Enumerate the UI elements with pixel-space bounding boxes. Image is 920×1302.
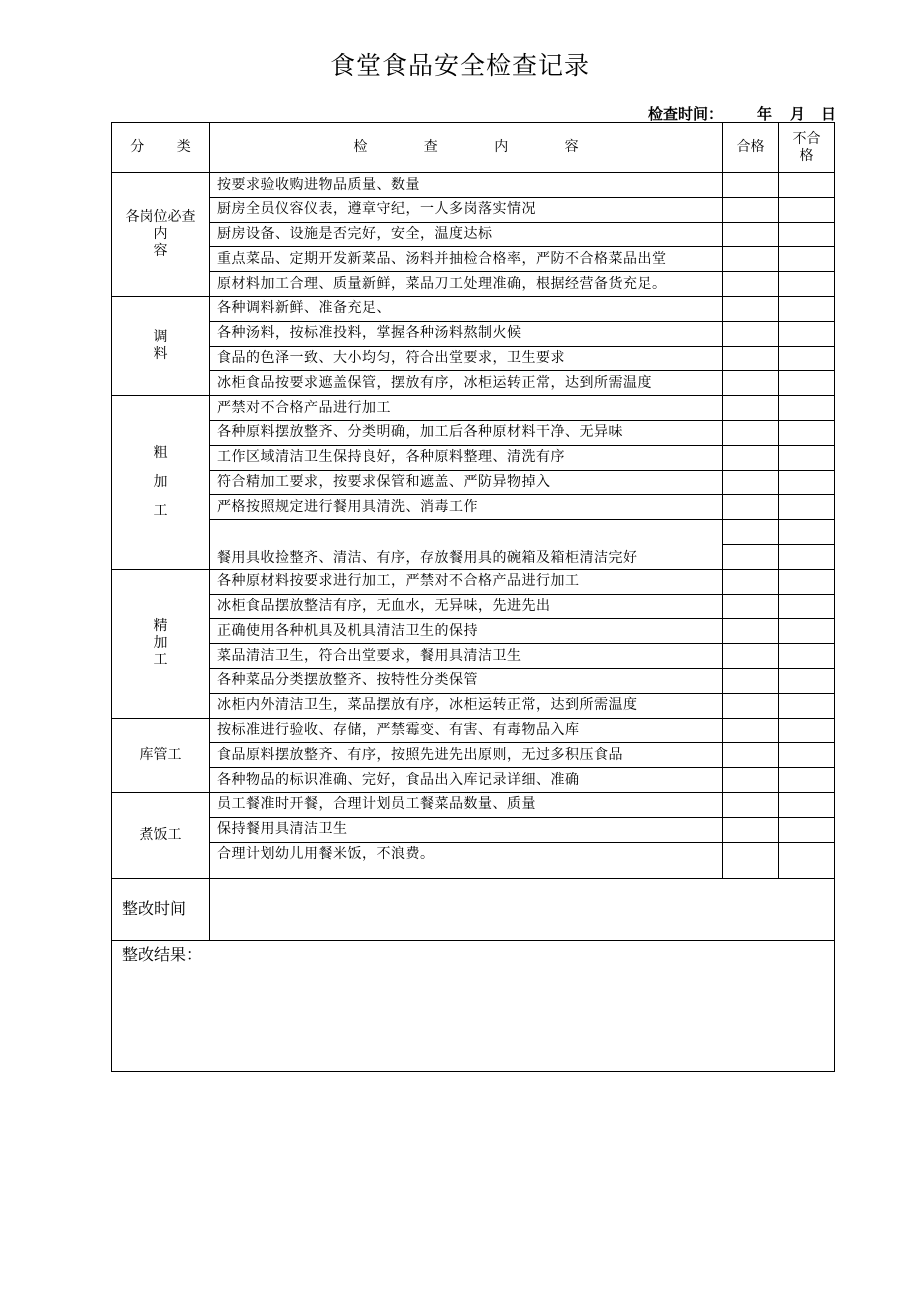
pass-checkbox-cell[interactable] bbox=[723, 842, 779, 878]
check-item-text: 保持餐用具清洁卫生 bbox=[210, 817, 723, 842]
pass-checkbox-cell[interactable] bbox=[723, 743, 779, 768]
fail-checkbox-cell[interactable] bbox=[779, 296, 835, 321]
category-label: 内 bbox=[153, 226, 168, 243]
category-label: 精 bbox=[153, 618, 168, 635]
pass-checkbox-cell[interactable] bbox=[723, 718, 779, 743]
table-row bbox=[112, 470, 835, 495]
category-label: 工 bbox=[153, 652, 168, 669]
table-row bbox=[112, 371, 835, 396]
table-row bbox=[112, 668, 835, 693]
fail-checkbox-cell[interactable] bbox=[779, 396, 835, 421]
check-item-text: 工作区域清洁卫生保持良好，各种原料整理、清洗有序 bbox=[210, 445, 723, 470]
fail-checkbox-cell[interactable] bbox=[779, 817, 835, 842]
pass-checkbox-cell[interactable] bbox=[723, 272, 779, 297]
table-row bbox=[112, 594, 835, 619]
section-category bbox=[112, 396, 210, 570]
check-item-text: 各种汤料，按标准投料，掌握各种汤料熬制火候 bbox=[210, 321, 723, 346]
section-category bbox=[112, 173, 210, 297]
year-label: 年 bbox=[756, 105, 772, 123]
fail-checkbox-cell[interactable] bbox=[779, 693, 835, 718]
table-row bbox=[112, 718, 835, 743]
pass-checkbox-cell[interactable] bbox=[723, 817, 779, 842]
month-label: 月 bbox=[789, 105, 805, 123]
pass-checkbox-cell[interactable] bbox=[723, 693, 779, 718]
fail-checkbox-cell[interactable] bbox=[779, 842, 835, 878]
check-item-text: 菜品清洁卫生，符合出堂要求，餐用具清洁卫生 bbox=[210, 644, 723, 669]
fail-checkbox-cell[interactable] bbox=[779, 371, 835, 396]
fail-checkbox-cell[interactable] bbox=[779, 346, 835, 371]
check-item-text: 员工餐准时开餐，合理计划员工餐菜品数量、质量 bbox=[210, 792, 723, 817]
check-item-text: 合理计划幼儿用餐米饭，不浪费。 bbox=[210, 842, 723, 878]
fail-checkbox-cell[interactable] bbox=[779, 272, 835, 297]
table-row bbox=[112, 792, 835, 817]
check-item-text: 冰柜食品按要求遮盖保管，摆放有序，冰柜运转正常，达到所需温度 bbox=[210, 371, 723, 396]
table-row bbox=[112, 222, 835, 247]
inspection-table bbox=[111, 122, 835, 1072]
fail-checkbox-cell[interactable] bbox=[779, 321, 835, 346]
category-label: 调 bbox=[153, 329, 168, 346]
pass-checkbox-cell[interactable] bbox=[723, 470, 779, 495]
check-item-text: 厨房设备、设施是否完好，安全，温度达标 bbox=[210, 222, 723, 247]
pass-checkbox-cell[interactable] bbox=[723, 644, 779, 669]
inspection-date-line bbox=[648, 103, 836, 124]
fail-checkbox-cell[interactable] bbox=[779, 420, 835, 445]
fail-checkbox-cell[interactable] bbox=[779, 544, 835, 569]
rectify-result-label: 整改结果： bbox=[122, 944, 203, 964]
pass-checkbox-cell[interactable] bbox=[723, 768, 779, 793]
check-item-text: 按标准进行验收、存储，严禁霉变、有害、有毒物品入库 bbox=[210, 718, 723, 743]
fail-checkbox-cell[interactable] bbox=[779, 445, 835, 470]
fail-checkbox-cell[interactable] bbox=[779, 594, 835, 619]
table-row bbox=[112, 619, 835, 644]
pass-checkbox-cell[interactable] bbox=[723, 420, 779, 445]
category-label: 库管工 bbox=[139, 746, 182, 763]
fail-checkbox-cell[interactable] bbox=[779, 619, 835, 644]
pass-checkbox-cell[interactable] bbox=[723, 197, 779, 222]
fail-checkbox-cell[interactable] bbox=[779, 792, 835, 817]
check-item-text: 各种原材料按要求进行加工，严禁对不合格产品进行加工 bbox=[210, 569, 723, 594]
fail-checkbox-cell[interactable] bbox=[779, 668, 835, 693]
check-item-text: 食品的色泽一致、大小均匀，符合出堂要求，卫生要求 bbox=[210, 346, 723, 371]
check-item-text: 各种调料新鲜、准备充足、 bbox=[210, 296, 723, 321]
check-item-text: 餐用具收捡整齐、清洁、有序，存放餐用具的碗箱及箱柜清洁完好 bbox=[210, 520, 723, 570]
fail-checkbox-cell[interactable] bbox=[779, 222, 835, 247]
check-item-text: 冰柜食品摆放整洁有序，无血水，无异味，先进先出 bbox=[210, 594, 723, 619]
fail-checkbox-cell[interactable] bbox=[779, 247, 835, 272]
inspection-date-label: 检查时间： bbox=[647, 105, 723, 123]
table-row bbox=[112, 445, 835, 470]
category-label: 加 bbox=[153, 635, 168, 652]
table-row bbox=[112, 272, 835, 297]
check-item-text: 原材料加工合理、质量新鲜，菜品刀工处理准确，根据经营备货充足。 bbox=[210, 272, 723, 297]
pass-checkbox-cell[interactable] bbox=[723, 173, 779, 198]
table-row bbox=[112, 247, 835, 272]
table-row bbox=[112, 321, 835, 346]
category-label: 容 bbox=[153, 242, 168, 259]
check-item-text: 重点菜品、定期开发新菜品、汤料并抽检合格率，严防不合格菜品出堂 bbox=[210, 247, 723, 272]
pass-checkbox-cell[interactable] bbox=[723, 544, 779, 569]
pass-checkbox-cell[interactable] bbox=[723, 619, 779, 644]
section-category bbox=[112, 296, 210, 395]
section-category bbox=[112, 718, 210, 792]
fail-checkbox-cell[interactable] bbox=[779, 644, 835, 669]
fail-checkbox-cell[interactable] bbox=[779, 470, 835, 495]
fail-checkbox-cell[interactable] bbox=[779, 569, 835, 594]
table-row bbox=[112, 743, 835, 768]
check-item-text: 食品原料摆放整齐、有序，按照先进先出原则，无过多积压食品 bbox=[210, 743, 723, 768]
header-content: 检 查 内 容 bbox=[210, 123, 723, 173]
check-item-text: 严禁对不合格产品进行加工 bbox=[210, 396, 723, 421]
fail-checkbox-cell[interactable] bbox=[779, 173, 835, 198]
pass-checkbox-cell[interactable] bbox=[723, 594, 779, 619]
table-header-row bbox=[112, 123, 835, 173]
pass-checkbox-cell[interactable] bbox=[723, 296, 779, 321]
pass-checkbox-cell[interactable] bbox=[723, 321, 779, 346]
category-label: 各岗位必查 bbox=[125, 209, 196, 226]
rectify-result-row bbox=[112, 940, 835, 1071]
check-item-text: 严格按照规定进行餐用具清洗、消毒工作 bbox=[210, 495, 723, 520]
fail-checkbox-cell[interactable] bbox=[779, 743, 835, 768]
table-row bbox=[112, 842, 835, 878]
table-row bbox=[112, 197, 835, 222]
table-row bbox=[112, 173, 835, 198]
pass-checkbox-cell[interactable] bbox=[723, 668, 779, 693]
check-item-text: 符合精加工要求，按要求保管和遮盖、严防异物掉入 bbox=[210, 470, 723, 495]
table-row bbox=[112, 396, 835, 421]
fail-checkbox-cell[interactable] bbox=[779, 520, 835, 545]
table-row bbox=[112, 569, 835, 594]
category-label: 煮饭工 bbox=[139, 826, 182, 843]
rectify-time-field[interactable] bbox=[210, 878, 835, 940]
fail-checkbox-cell[interactable] bbox=[779, 718, 835, 743]
check-item-text: 正确使用各种机具及机具清洁卫生的保持 bbox=[210, 619, 723, 644]
pass-checkbox-cell[interactable] bbox=[723, 247, 779, 272]
table-row bbox=[112, 520, 835, 545]
table-row bbox=[112, 495, 835, 520]
page-title: 食堂食品安全检查记录 bbox=[329, 51, 590, 80]
table-row bbox=[112, 346, 835, 371]
pass-checkbox-cell[interactable] bbox=[723, 346, 779, 371]
fail-checkbox-cell[interactable] bbox=[779, 495, 835, 520]
table-row bbox=[112, 296, 835, 321]
table-row bbox=[112, 817, 835, 842]
rectify-time-row bbox=[112, 878, 835, 940]
pass-checkbox-cell[interactable] bbox=[723, 396, 779, 421]
pass-checkbox-cell[interactable] bbox=[723, 371, 779, 396]
category-label: 工 bbox=[153, 502, 168, 519]
rectify-result-field[interactable] bbox=[112, 940, 835, 1071]
check-item-text: 厨房全员仪容仪表，遵章守纪，一人多岗落实情况 bbox=[210, 197, 723, 222]
rectify-time-label: 整改时间 bbox=[112, 878, 210, 940]
category-label: 粗 bbox=[153, 445, 168, 462]
pass-checkbox-cell[interactable] bbox=[723, 445, 779, 470]
pass-checkbox-cell[interactable] bbox=[723, 222, 779, 247]
check-item-text: 各种原料摆放整齐、分类明确，加工后各种原材料干净、无异味 bbox=[210, 420, 723, 445]
day-label: 日 bbox=[820, 105, 836, 123]
pass-checkbox-cell[interactable] bbox=[723, 792, 779, 817]
table-row bbox=[112, 693, 835, 718]
pass-checkbox-cell[interactable] bbox=[723, 569, 779, 594]
table-row bbox=[112, 768, 835, 793]
check-item-text: 按要求验收购进物品质量、数量 bbox=[210, 173, 723, 198]
header-fail: 不合 格 bbox=[779, 123, 835, 173]
table-row bbox=[112, 644, 835, 669]
check-item-text: 各种菜品分类摆放整齐、按特性分类保管 bbox=[210, 668, 723, 693]
fail-checkbox-cell[interactable] bbox=[779, 768, 835, 793]
header-category: 分 类 bbox=[112, 123, 210, 173]
fail-checkbox-cell[interactable] bbox=[779, 197, 835, 222]
check-item-text: 各种物品的标识准确、完好，食品出入库记录详细、准确 bbox=[210, 768, 723, 793]
table-row bbox=[112, 420, 835, 445]
check-item-text: 冰柜内外清洁卫生，菜品摆放有序，冰柜运转正常，达到所需温度 bbox=[210, 693, 723, 718]
pass-checkbox-cell[interactable] bbox=[723, 520, 779, 545]
section-category bbox=[112, 569, 210, 718]
category-label: 加 bbox=[153, 474, 168, 491]
header-pass: 合格 bbox=[723, 123, 779, 173]
pass-checkbox-cell[interactable] bbox=[723, 495, 779, 520]
section-category bbox=[112, 792, 210, 878]
category-label: 料 bbox=[153, 346, 168, 363]
